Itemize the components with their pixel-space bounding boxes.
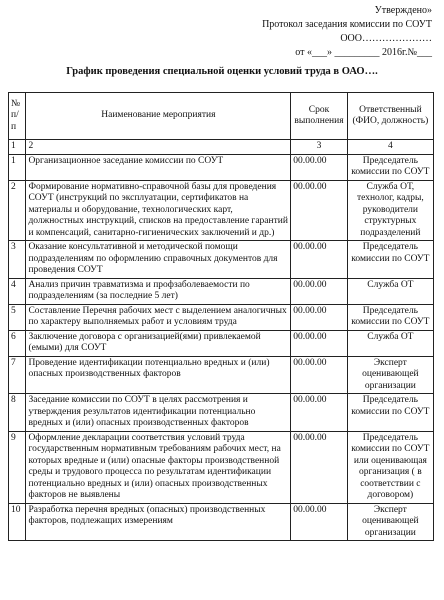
row-number-cell: 10 bbox=[9, 503, 26, 541]
row-responsible-cell: Служба ОТ, технолог, кадры, руководители структурных подразделений bbox=[347, 180, 433, 241]
row-responsible-cell: Служба ОТ bbox=[347, 330, 433, 356]
row-number-cell: 8 bbox=[9, 394, 26, 432]
row-term-cell: 00.00.00 bbox=[291, 330, 347, 356]
table-row bbox=[9, 154, 434, 180]
row-responsible-cell: Председатель комиссии по СОУТ или оценивающая организация ( в соответствии с договором) bbox=[347, 431, 433, 503]
column-header-name: Наименование мероприятия bbox=[26, 93, 291, 140]
row-term-cell: 00.00.00 bbox=[291, 241, 347, 279]
column-header-term: Срок выполнения bbox=[291, 93, 347, 140]
row-term-cell: 00.00.00 bbox=[291, 154, 347, 180]
organization-line: ООО………………… bbox=[340, 33, 432, 44]
row-responsible-cell: Эксперт оценивающей организации bbox=[347, 503, 433, 541]
row-name-cell: Организационное заседание комиссии по СОУТ bbox=[26, 154, 291, 180]
approval-block bbox=[262, 4, 432, 60]
row-number-cell: 2 bbox=[9, 180, 26, 241]
protocol-label: Протокол заседания комиссии по СОУТ bbox=[262, 19, 432, 30]
table-row bbox=[9, 356, 434, 394]
row-responsible-cell: Председатель комиссии по СОУТ bbox=[347, 154, 433, 180]
row-responsible-cell: Эксперт оценивающей организации bbox=[347, 356, 433, 394]
document-title: График проведения специальной оценки условий труда в ОАО…. bbox=[66, 66, 378, 77]
row-name-cell: Анализ причин травматизма и профзаболеваемости по подразделениям (за последние 5 лет) bbox=[26, 278, 291, 304]
approved-label: Утверждено» bbox=[374, 5, 432, 16]
table-row bbox=[9, 278, 434, 304]
row-responsible-cell: Служба ОТ bbox=[347, 278, 433, 304]
row-number-cell: 1 bbox=[9, 154, 26, 180]
date-line: от «___» _________ 2016г.№___ bbox=[295, 47, 432, 58]
row-term-cell: 00.00.00 bbox=[291, 304, 347, 330]
row-name-cell: Заседание комиссии по СОУТ в целях рассмотрения и утверждения результатов идентификации потенциально вредных и (или) опасных производственных факторов bbox=[26, 394, 291, 432]
row-term-cell: 00.00.00 bbox=[291, 180, 347, 241]
table-row bbox=[9, 394, 434, 432]
table-row bbox=[9, 304, 434, 330]
row-number-cell: 9 bbox=[9, 431, 26, 503]
table-row bbox=[9, 241, 434, 279]
table-row bbox=[9, 503, 434, 541]
schedule-table bbox=[8, 92, 434, 541]
table-body bbox=[9, 140, 434, 541]
row-number-cell: 3 bbox=[9, 241, 26, 279]
row-term-cell: 00.00.00 bbox=[291, 278, 347, 304]
column-header-number: № п/п bbox=[9, 93, 26, 140]
row-name-cell: Оказание консультативной и методической помощи подразделениям по оформлению справочных документов для проведения СОУТ bbox=[26, 241, 291, 279]
row-name-cell: Заключение договора с организацией(ями) привлекаемой (емыми) для СОУТ bbox=[26, 330, 291, 356]
table-row bbox=[9, 431, 434, 503]
row-number-cell: 6 bbox=[9, 330, 26, 356]
column-header-responsible: Ответственный (ФИО, должность) bbox=[347, 93, 433, 140]
row-responsible-cell: Председатель комиссии по СОУТ bbox=[347, 241, 433, 279]
row-name-cell: Разработка перечня вредных (опасных) производственных факторов, подлежащих измерениям bbox=[26, 503, 291, 541]
index-cell: 1 bbox=[9, 140, 26, 155]
index-cell: 4 bbox=[347, 140, 433, 155]
row-responsible-cell: Председатель комиссии по СОУТ bbox=[347, 304, 433, 330]
row-name-cell: Составление Перечня рабочих мест с выделением аналогичных по характеру выполняемых работ и условиям труда bbox=[26, 304, 291, 330]
row-term-cell: 00.00.00 bbox=[291, 431, 347, 503]
row-number-cell: 7 bbox=[9, 356, 26, 394]
row-term-cell: 00.00.00 bbox=[291, 503, 347, 541]
index-cell: 3 bbox=[291, 140, 347, 155]
row-term-cell: 00.00.00 bbox=[291, 356, 347, 394]
row-name-cell: Проведение идентификации потенциально вредных и (или) опасных производственных факторов bbox=[26, 356, 291, 394]
row-number-cell: 4 bbox=[9, 278, 26, 304]
table-row bbox=[9, 180, 434, 241]
row-responsible-cell: Председатель комиссии по СОУТ bbox=[347, 394, 433, 432]
row-term-cell: 00.00.00 bbox=[291, 394, 347, 432]
row-name-cell: Оформление декларации соответствия условий труда государственным нормативным требованиям рабочих мест, на которых вредные и (или) опасные факторы производственной среды и трудового процесса по результатам идентификации потенциально вредных и (или) опасных производственных факторов не выявлены bbox=[26, 431, 291, 503]
table-header-row bbox=[9, 93, 434, 140]
index-cell: 2 bbox=[26, 140, 291, 155]
row-name-cell: Формирование нормативно-справочной базы для проведения СОУТ (инструкций по эксплуатации, сертификатов на материалы и оборудование, технологических карт, должностных инструкций, списков на предоставление гарантий и компенсаций, санитарно-гигиенических заключений и др.) bbox=[26, 180, 291, 241]
row-number-cell: 5 bbox=[9, 304, 26, 330]
column-index-row bbox=[9, 140, 434, 155]
table-row bbox=[9, 330, 434, 356]
